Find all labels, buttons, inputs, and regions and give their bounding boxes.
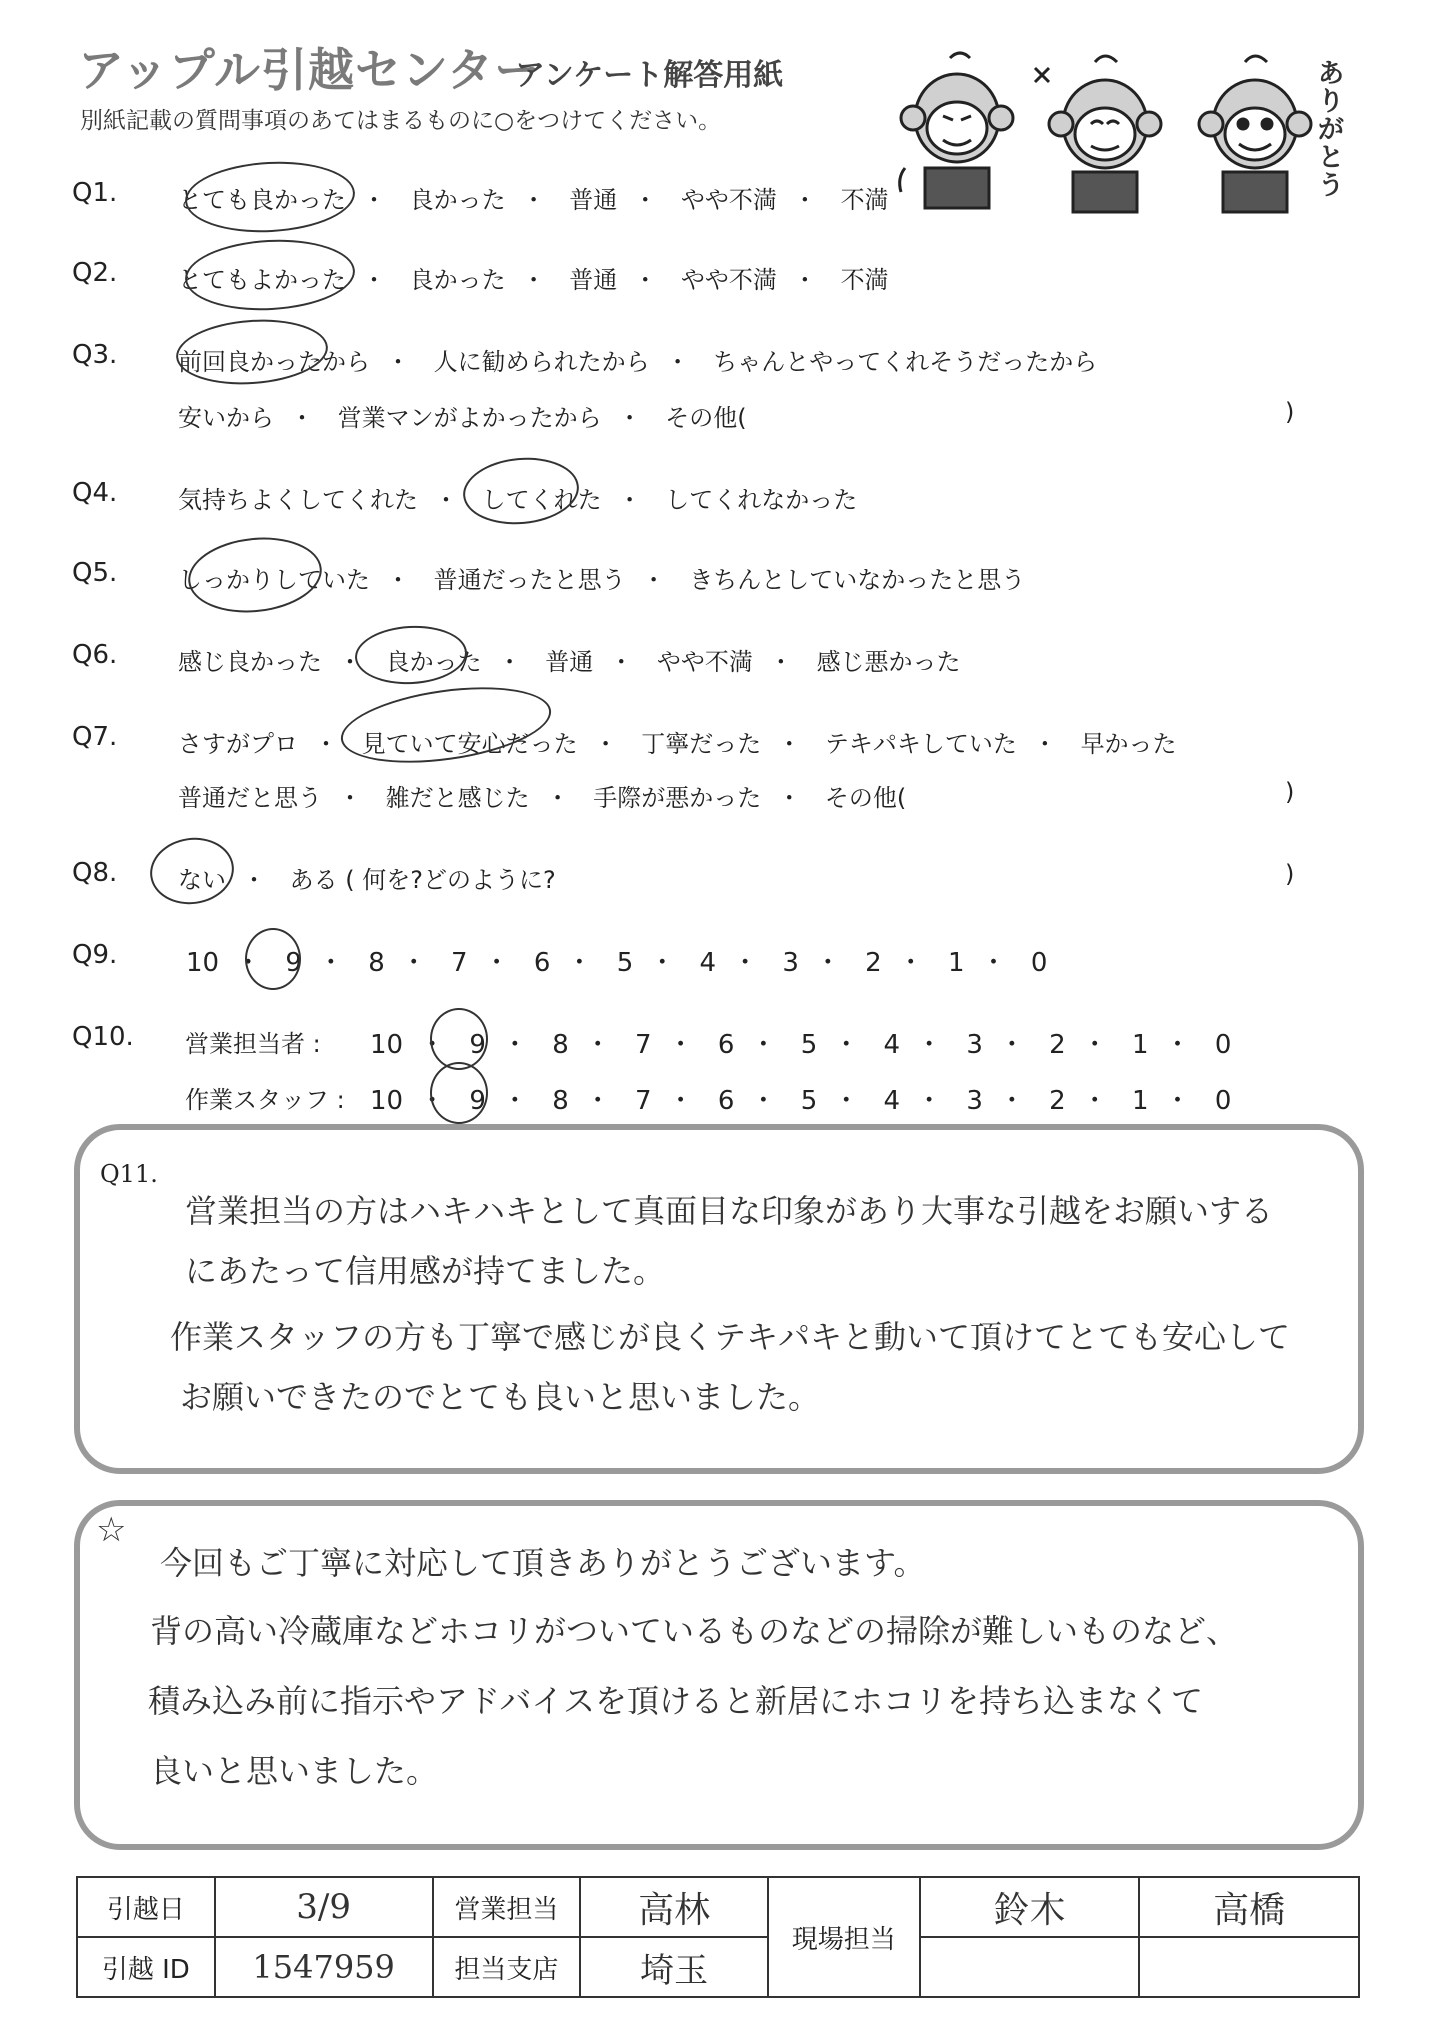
- site-staff-empty-cell: [920, 1937, 1140, 1997]
- q6-option[interactable]: 感じ悪かった: [816, 648, 961, 676]
- q10-staff-score[interactable]: 3: [966, 1086, 983, 1116]
- q7-option[interactable]: 丁寧だった: [641, 730, 762, 758]
- q10-sales-label: 営業担当者 :: [185, 1030, 321, 1058]
- site-staff-name: 高橋: [1139, 1877, 1359, 1937]
- q6-option[interactable]: やや不満: [656, 648, 753, 676]
- q7-options-line2: 普通だと思う ・ 雑だと感じた ・ 手際が悪かった ・ その他(: [178, 778, 906, 813]
- q9-scale: 10 ・ 9 ・ 8 ・ 7 ・ 6 ・ 5 ・ 4 ・ 3 ・ 2 ・ 1 ・ 0: [186, 948, 1048, 978]
- q5-option[interactable]: きちんとしていなかったと思う: [689, 566, 1026, 594]
- branch-label: 担当支店: [433, 1937, 581, 1997]
- q7-option[interactable]: 見ていて安心だった: [361, 730, 578, 758]
- q8-option[interactable]: ない: [178, 866, 226, 894]
- branch-name: 埼玉: [580, 1937, 768, 1997]
- q10-sales-score[interactable]: 8: [552, 1030, 569, 1060]
- q9-score[interactable]: 2: [865, 948, 882, 978]
- q10-sales-score[interactable]: 2: [1049, 1030, 1066, 1060]
- q7-option[interactable]: 普通だと思う: [178, 784, 322, 812]
- q10-staff-score[interactable]: 0: [1214, 1086, 1232, 1116]
- instruction-text: 別紙記載の質問事項のあてはまるものに○をつけてください。: [80, 108, 722, 134]
- q3-label: Q3.: [72, 340, 118, 370]
- q1-option[interactable]: とても良かった: [178, 186, 346, 214]
- q5-option[interactable]: しっかりしていた: [178, 566, 370, 594]
- site-staff-name: 鈴木: [920, 1877, 1140, 1937]
- move-info-table: [76, 1876, 1360, 1998]
- q5-options: しっかりしていた ・ 普通だったと思う ・ きちんとしていなかったと思う: [178, 560, 1025, 595]
- q10-sales-score[interactable]: 3: [966, 1030, 983, 1060]
- q10-sales-score[interactable]: 9: [469, 1030, 486, 1060]
- q1-label: Q1.: [72, 178, 118, 208]
- q2-label: Q2.: [72, 258, 118, 288]
- q10-sales-score[interactable]: 0: [1214, 1030, 1232, 1060]
- q11-comment-line: にあたって信用感が持てました。: [185, 1252, 666, 1290]
- q11-comment-box: [74, 1124, 1364, 1474]
- q2-option[interactable]: 良かった: [409, 266, 506, 294]
- q9-score[interactable]: 6: [533, 948, 551, 978]
- q6-option[interactable]: 感じ良かった: [178, 648, 322, 676]
- q1-option[interactable]: やや不満: [680, 186, 777, 214]
- site-staff-label: 現場担当: [768, 1877, 920, 1997]
- q7-option[interactable]: テキパキしていた: [824, 730, 1017, 758]
- q11-label: Q11.: [100, 1160, 158, 1188]
- sales-rep-name: 高林: [580, 1877, 768, 1937]
- q9-score[interactable]: 3: [782, 948, 799, 978]
- reply-line: 積み込み前に指示やアドバイスを頂けると新居にホコリを持ち込まなくて: [148, 1682, 1204, 1720]
- star-icon: ☆: [96, 1510, 127, 1550]
- q4-option[interactable]: 気持ちよくしてくれた: [178, 486, 418, 514]
- q4-options: 気持ちよくしてくれた ・ してくれた ・ してくれなかった: [178, 480, 857, 515]
- brand-title: アップル引越センター: [78, 43, 542, 97]
- q8-label: Q8.: [72, 858, 118, 888]
- q10-sales-score[interactable]: 10: [370, 1030, 404, 1060]
- sales-rep-label: 営業担当: [433, 1877, 581, 1937]
- reply-line: 良いと思いました。: [150, 1752, 439, 1790]
- q10-sales-score[interactable]: 5: [800, 1030, 818, 1060]
- q9-label: Q9.: [72, 940, 118, 970]
- q10-staff-score[interactable]: 1: [1132, 1086, 1149, 1116]
- q3-option[interactable]: 営業マンがよかったから: [337, 404, 602, 432]
- q9-score[interactable]: 4: [699, 948, 717, 978]
- q5-label: Q5.: [72, 558, 118, 588]
- q6-option[interactable]: 普通: [545, 648, 594, 676]
- q10-staff-score[interactable]: 4: [883, 1086, 901, 1116]
- q10-staff-label: 作業スタッフ :: [185, 1086, 345, 1114]
- q6-option[interactable]: 良かった: [385, 648, 482, 676]
- form-title: アンケート解答用紙: [515, 58, 784, 93]
- q10-sales-score[interactable]: 1: [1132, 1030, 1149, 1060]
- q3-option[interactable]: 人に勧められたから: [433, 348, 650, 376]
- mascot-illustration: [895, 48, 1335, 218]
- q2-option[interactable]: 普通: [569, 266, 618, 294]
- q10-sales-score[interactable]: 7: [635, 1030, 652, 1060]
- q7-option[interactable]: 雑だと感じた: [385, 784, 530, 812]
- q7-other-close: ): [1285, 778, 1295, 806]
- q7-label: Q7.: [72, 722, 118, 752]
- move-id-label: 引越 ID: [77, 1937, 215, 1997]
- q9-score[interactable]: 1: [948, 948, 965, 978]
- q9-score[interactable]: 10: [186, 948, 220, 978]
- move-id-value: 1547959: [215, 1937, 433, 1997]
- q10-staff-score[interactable]: 9: [469, 1086, 486, 1116]
- q4-option[interactable]: してくれなかった: [665, 486, 858, 514]
- q3-options-line1: 前回良かったから ・ 人に勧められたから ・ ちゃんとやってくれそうだったから: [178, 342, 1097, 377]
- q9-score[interactable]: 7: [451, 948, 468, 978]
- q11-comment-line: お願いできたのでとても良いと思いました。: [180, 1378, 821, 1416]
- q10-staff-score[interactable]: 10: [370, 1086, 404, 1116]
- q4-label: Q4.: [72, 478, 118, 508]
- q7-option[interactable]: さすがプロ: [178, 730, 298, 758]
- q8-option-other[interactable]: ある ( 何を?どのように?: [289, 866, 556, 894]
- q2-option[interactable]: とてもよかった: [178, 266, 346, 294]
- q2-option[interactable]: 不満: [840, 266, 889, 294]
- q7-option[interactable]: 手際が悪かった: [593, 784, 762, 812]
- q3-options-line2: 安いから ・ 営業マンがよかったから ・ その他(: [178, 398, 747, 433]
- q1-option[interactable]: 普通: [569, 186, 618, 214]
- q10-label: Q10.: [72, 1022, 134, 1052]
- q8-options: ない ・ ある ( 何を?どのように?: [178, 860, 556, 895]
- q10-staff-scale: 10 ・ 9 ・ 8 ・ 7 ・ 6 ・ 5 ・ 4 ・ 3 ・ 2 ・ 1 ・ 0: [370, 1086, 1232, 1116]
- q10-staff-score[interactable]: 2: [1049, 1086, 1066, 1116]
- q4-option[interactable]: してくれた: [481, 486, 602, 514]
- reply-line: 背の高い冷蔵庫などホコリがついているものなどの掃除が難しいものなど、: [150, 1612, 1239, 1650]
- q9-score[interactable]: 0: [1030, 948, 1048, 978]
- q10-sales-score[interactable]: 6: [717, 1030, 735, 1060]
- q8-other-close: ): [1285, 860, 1295, 888]
- site-staff-empty-cell: [1139, 1937, 1359, 1997]
- q1-options: とても良かった ・ 良かった ・ 普通 ・ やや不満 ・ 不満: [178, 180, 889, 215]
- move-date-value: 3/9: [215, 1877, 433, 1937]
- q3-option-other[interactable]: その他(: [665, 404, 747, 432]
- q2-options: とてもよかった ・ 良かった ・ 普通 ・ やや不満 ・ 不満: [178, 260, 889, 295]
- q10-sales-score[interactable]: 4: [883, 1030, 901, 1060]
- q10-sales-scale: 10 ・ 9 ・ 8 ・ 7 ・ 6 ・ 5 ・ 4 ・ 3 ・ 2 ・ 1 ・ 0: [370, 1030, 1232, 1060]
- q6-options: 感じ良かった ・ 良かった ・ 普通 ・ やや不満 ・ 感じ悪かった: [178, 642, 961, 677]
- q9-score[interactable]: 8: [368, 948, 385, 978]
- mascot-caption: ありがとう: [1318, 59, 1345, 201]
- q7-option-other[interactable]: その他(: [824, 784, 907, 812]
- q5-option[interactable]: 普通だったと思う: [433, 566, 626, 594]
- q7-option[interactable]: 早かった: [1080, 730, 1177, 758]
- q1-option[interactable]: 不満: [840, 186, 889, 214]
- q11-comment-line: 営業担当の方はハキハキとして真面目な印象があり大事な引越をお願いする: [185, 1192, 1274, 1230]
- q10-staff-score[interactable]: 7: [635, 1086, 652, 1116]
- q11-comment-line: 作業スタッフの方も丁寧で感じが良くテキパキと動いて頂けてとても安心して: [170, 1318, 1291, 1356]
- q3-option[interactable]: 安いから: [178, 404, 274, 432]
- q9-score[interactable]: 9: [285, 948, 302, 978]
- q2-option[interactable]: やや不満: [680, 266, 777, 294]
- q1-option[interactable]: 良かった: [409, 186, 506, 214]
- q3-option[interactable]: ちゃんとやってくれそうだったから: [713, 348, 1098, 376]
- q3-option[interactable]: 前回良かったから: [178, 348, 370, 376]
- q10-staff-score[interactable]: 6: [717, 1086, 735, 1116]
- q10-staff-score[interactable]: 8: [552, 1086, 569, 1116]
- q7-options-line1: さすがプロ ・ 見ていて安心だった ・ 丁寧だった ・ テキパキしていた ・ 早かった: [178, 724, 1177, 759]
- reply-line: 今回もご丁寧に対応して頂きありがとうございます。: [160, 1544, 926, 1582]
- q3-other-close: ): [1285, 398, 1295, 426]
- move-date-label: 引越日: [77, 1877, 215, 1937]
- q10-staff-score[interactable]: 5: [800, 1086, 818, 1116]
- q9-score[interactable]: 5: [616, 948, 634, 978]
- q6-label: Q6.: [72, 640, 118, 670]
